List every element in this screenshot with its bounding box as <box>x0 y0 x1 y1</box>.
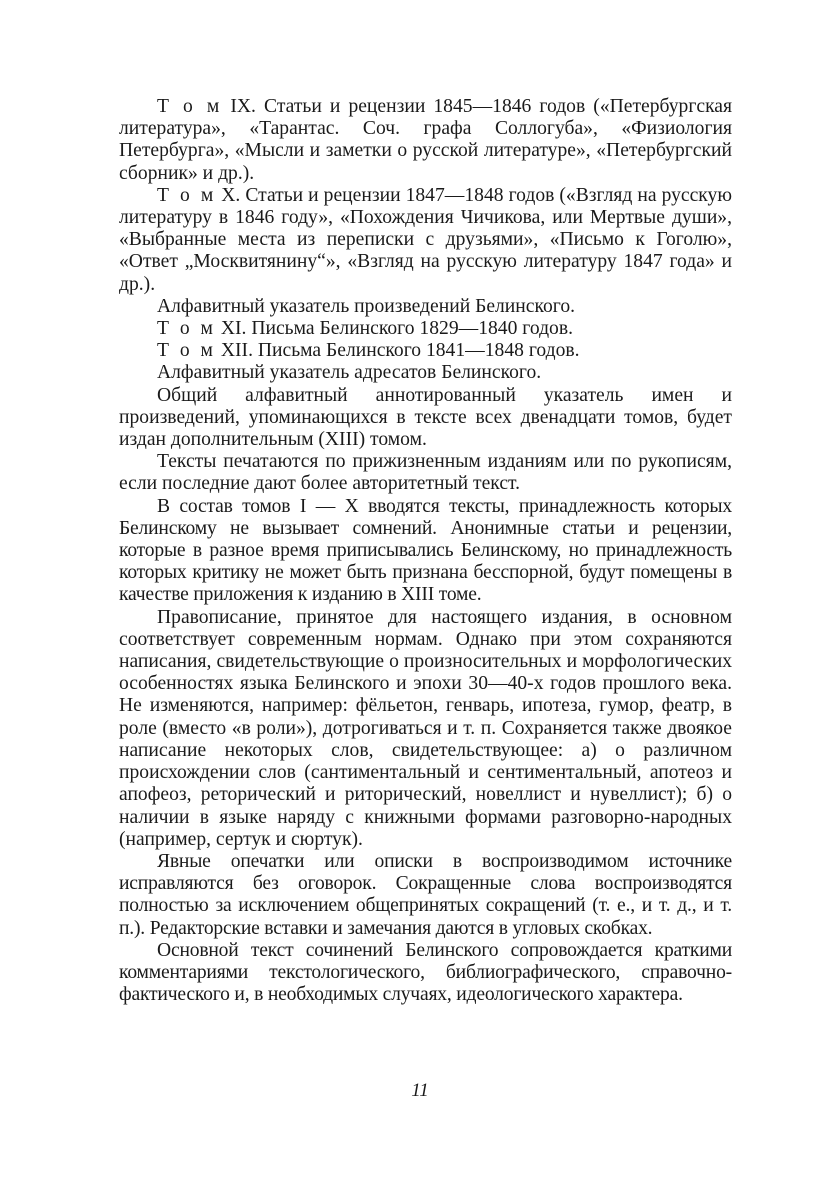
paragraph-works-index: Алфавитный указатель произведений Белинского. <box>157 295 576 317</box>
paragraph-text: XI. Письма Белинского 1829—1840 годов. <box>215 318 573 340</box>
paragraph-orthography: Правописание, принятое для настоящего издания, в основном соответствует современным нормам. Однако при этом сохраняются написания, свидетельствующие о произносительных и морфологических особенностях языка Белинского и эпохи 30—40-х годов прошлого века. Не изменяются, например: фёльетон, генварь, ипотеза, гумор, феатр, в роле (вместо «в роли»), дотрогиваться и т. п. Сохраняется также двоякое написание некоторых слов, свидетельствующее: а) о различном происхождении слов (сантиментальный и сентиментальный, апотеоз и апофеоз, реторический и риторический, новеллист и нувеллист); б) о наличии в языке наряду с книжными формами разговорно-народных (например, сертук и сюртук). <box>119 606 732 850</box>
paragraph-volume-10 <box>119 185 732 296</box>
paragraph-volume-12 <box>119 340 732 362</box>
paragraph-addressees-index: Алфавитный указатель адресатов Белинского. <box>157 362 542 384</box>
paragraph-volume-11 <box>119 318 732 340</box>
paragraph-attribution: В состав томов I — X вводятся тексты, принадлежность которых Белинскому не вызывает сомнений. Анонимные статьи и рецензии, которые в разное время приписывались Белинскому, но принадлежность которых критику не может быть признана бесспорной, будут помещены в качестве приложения к изданию в XIII томе. <box>119 495 732 606</box>
paragraph-volume-9 <box>119 96 732 185</box>
paragraph-text-sources: Тексты печатаются по прижизненным изданиям или по рукописям, если последние дают более авторитетный текст. <box>119 451 732 495</box>
page-number: 11 <box>411 1080 429 1101</box>
paragraph-text: X. Статьи и рецензии 1847—1848 годов («Взгляд на русскую литературу в 1846 году», «Похождения Чичикова, или Мертвые души», «Выбранные места из переписки с друзьями», «Письмо к Гоголю», «Ответ „Москвитянину“», «Взгляд на русскую литературу 1847 года» и др.). <box>119 184 732 295</box>
volume-label: Т о м <box>157 340 216 362</box>
paragraph-commentary: Основной текст сочинений Белинского сопровождается краткими комментариями текстологического, библиографического, справочно-фактического и, в необходимых случаях, идеологического характера. <box>119 939 732 1006</box>
volume-label: Т о м <box>157 318 216 340</box>
paragraph-text: IX. Статьи и рецензии 1845—1846 годов («Петербургская литература», «Тарантас. Соч. графа Соллогуба», «Физиология Петербурга», «Мысли и заметки о русской литературе», «Петербургский сборник» и др.). <box>119 96 732 184</box>
volume-label: Т о м <box>157 184 217 206</box>
paragraph-general-index: Общий алфавитный аннотированный указатель имен и произведений, упоминающихся в тексте всех двенадцати томов, будет издан дополнительным (XIII) томом. <box>119 384 732 451</box>
paragraph-text: XII. Письма Белинского 1841—1848 годов. <box>215 340 580 362</box>
volume-label: Т о м <box>157 96 223 117</box>
body-text <box>119 96 732 1006</box>
paragraph-misprints: Явные опечатки или описки в воспроизводимом источнике исправляются без оговорок. Сокращенные слова воспроизводятся полностью за исключением общепринятых сокращений (т. е., и т. д., и т. п.). Редакторские вставки и замечания даются в угловых скобках. <box>119 850 732 939</box>
